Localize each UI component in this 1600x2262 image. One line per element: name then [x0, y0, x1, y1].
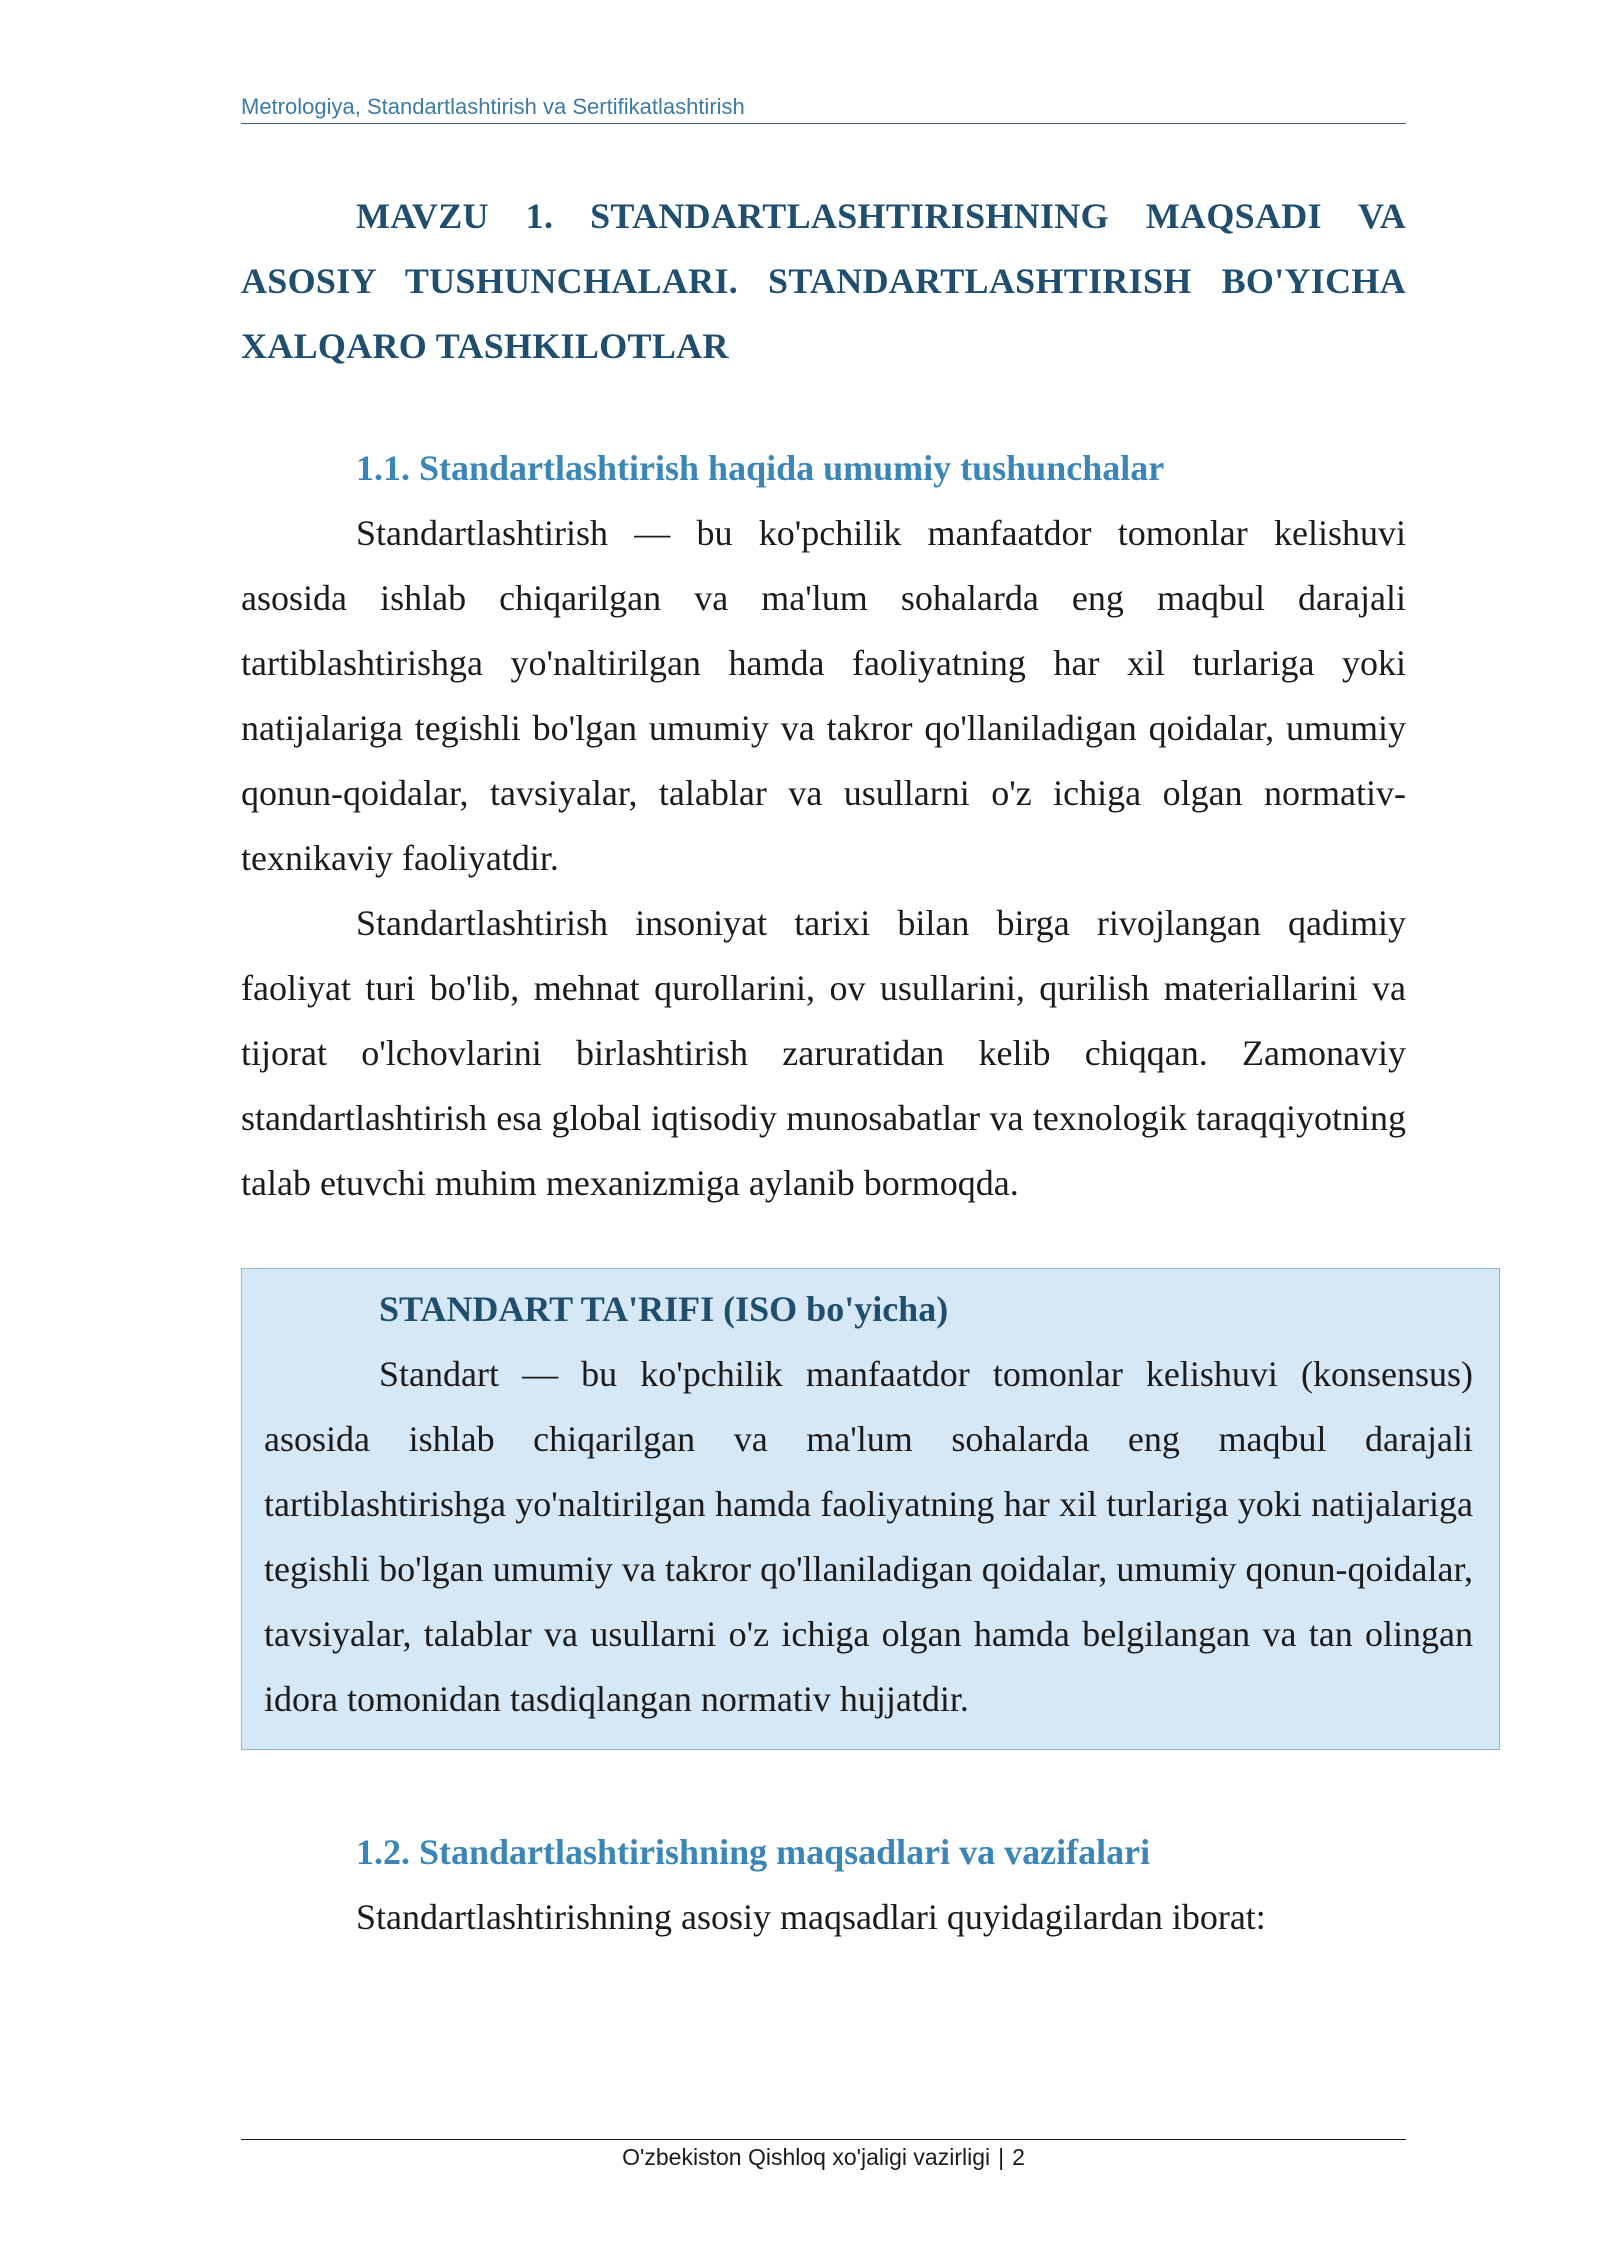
definition-title: STANDART TA'RIFI (ISO bo'yicha)	[379, 1289, 949, 1329]
section-heading-1-2: 1.2. Standartlashtirishning maqsadlari va vazifalari	[356, 1832, 1151, 1872]
page-content	[241, 184, 1473, 1950]
footer-divider	[241, 2139, 1406, 2140]
footer-organization: O'zbekiston Qishloq xo'jaligi vazirligi	[622, 2144, 991, 2170]
chapter-title: MAVZU 1. STANDARTLASHTIRISHNING MAQSADI VA ASOSIY TUSHUNCHALARI. STANDARTLASHTIRISH BO'YICHA XALQARO TASHKILOTLAR	[241, 196, 1406, 366]
body-paragraph: Standartlashtirishning asosiy maqsadlari quyidagilardan iborat:	[356, 1897, 1266, 1937]
body-paragraph: Standartlashtirish insoniyat tarixi bilan birga rivojlangan qadimiy faoliyat turi bo'lib, mehnat qurollarini, ov usullarini, qurilish materiallarini va tijorat o'lchovlarini birlashtirish zaruratidan kelib chiqqan. Zamonaviy standartlashtirish esa global iqtisodiy munosabatlar va texnologik taraqqiyotning talab etuvchi muhim mexanizmiga aylanib bormoqda.	[241, 903, 1406, 1203]
page-number: 2	[1012, 2144, 1025, 2170]
definition-text: Standart — bu ko'pchilik manfaatdor tomonlar kelishuvi (konsensus) asosida ishlab chiqarilgan va ma'lum sohalarda eng maqbul darajali tartiblashtirishga yo'naltirilgan hamda faoliyatning har xil turlariga yoki natijalariga tegishli bo'lgan umumiy va takror qo'llaniladigan qoidalar, umumiy qonun-qoidalar, tavsiyalar, talablar va usullarni o'z ichiga olgan hamda belgilangan va tan olingan idora tomonidan tasdiqlangan normativ hujjatdir.	[264, 1354, 1473, 1719]
definition-box	[241, 1268, 1500, 1750]
footer-separator: |	[998, 2144, 1005, 2170]
body-paragraph: Standartlashtirish — bu ko'pchilik manfaatdor tomonlar kelishuvi asosida ishlab chiqarilgan va ma'lum sohalarda eng maqbul darajali tartiblashtirishga yo'naltirilgan hamda faoliyatning har xil turlariga yoki natijalariga tegishli bo'lgan umumiy va takror qo'llaniladigan qoidalar, umumiy qonun-qoidalar, tavsiyalar, talablar va usullarni o'z ichiga olgan normativ-texnikaviy faoliyatdir.	[241, 513, 1406, 878]
running-header: Metrologiya, Standartlashtirish va Sertifikatlashtirish	[241, 94, 1406, 124]
section-heading-1-1: 1.1. Standartlashtirish haqida umumiy tushunchalar	[356, 448, 1165, 488]
page-footer	[241, 2142, 1406, 2172]
